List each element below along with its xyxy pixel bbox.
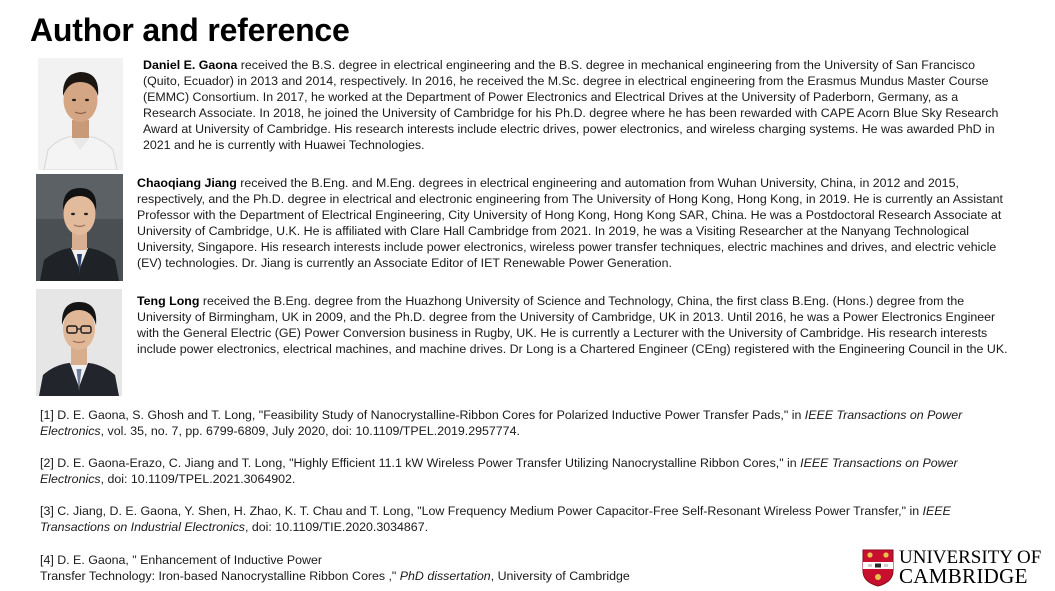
- reference-item: [4] D. E. Gaona, " Enhancement of Inductive Power Transfer Technology: Iron-based Nanocrystalline Ribbon Cores ," PhD dissertation, University of Cambridge: [40, 553, 630, 583]
- author-name: Daniel E. Gaona: [143, 58, 238, 72]
- reference-item: [2] D. E. Gaona-Erazo, C. Jiang and T. Long, "Highly Efficient 11.1 kW Wireless Power Transfer Utilizing Nanocrystalline Ribbon Cores," in IEEE Transactions on Power Electronics, doi: 10.1109/TPEL.2021.3064902.: [40, 456, 958, 486]
- reference-journal: IEEE Transactions on Industrial Electronics: [40, 504, 951, 534]
- author-bio-long: [137, 293, 1017, 357]
- reference-journal: PhD dissertation: [399, 569, 491, 583]
- author-name: Chaoqiang Jiang: [137, 176, 237, 190]
- author-bio-text: received the B.Eng. and M.Eng. degrees in electrical engineering and automation from Wuhan University, China, in 2012 and 2015, respectively, and the Ph.D. degree in electrical and electronic engineering from The University of Hong Kong, Hong Kong, in 2019. He is currently an Assistant Professor with the Department of Electrical Engineering, City University of Hong Kong, Hong Kong SAR, China. He was a Postdoctoral Research Associate at University of Cambridge, U.K. He is affiliated with Clare Hall Cambridge from 2021. In 2019, he was a Visiting Researcher at the Nanyang Technological University, Singapore. His research interests include power electronics, wireless power transfer techniques, electric machines and drives, and electric vehicle (EV) technologies. Dr. Jiang is currently an Associate Editor of IET Renewable Power Generation.: [137, 176, 1003, 270]
- reference-item: [3] C. Jiang, D. E. Gaona, Y. Shen, H. Zhao, K. T. Chau and T. Long, "Low Frequency Medium Power Capacitor-Free Self-Resonant Wireless Power Transfer," in IEEE Transactions on Industrial Electronics, doi: 10.1109/TIE.2020.3034867.: [40, 504, 951, 534]
- reference-journal: IEEE Transactions on Power Electronics: [40, 408, 963, 438]
- logo-line-cambridge: CAMBRIDGE: [899, 564, 1028, 588]
- author-bio-jiang: [137, 175, 1023, 271]
- reference-journal: IEEE Transactions on Power Electronics: [40, 456, 958, 486]
- reference-item: [1] D. E. Gaona, S. Ghosh and T. Long, "Feasibility Study of Nanocrystalline-Ribbon Cores for Polarized Inductive Power Transfer Pads," in IEEE Transactions on Power Electronics, vol. 35, no. 7, pp. 6799-6809, July 2020, doi: 10.1109/TPEL.2019.2957774.: [40, 408, 963, 438]
- author-bio-text: received the B.S. degree in electrical engineering and the B.S. degree in mechanical engineering from the University of San Francisco (Quito, Ecuador) in 2013 and 2014, respectively. In 2016, he received the M.Sc. degree in electrical engineering from the Erasmus Mundus Master Course (EMMC) Consortium. In 2017, he worked at the Department of Power Electronics and Electrical Drives at the University of Paderborn, Germany, as a Research Associate. In 2018, he joined the University of Cambridge for his Ph.D. degree where he has been rewarded with CAPE Acorn Blue Sky Research Award at University of Cambridge. His research interests include electric drives, power electronics, and wireless charging systems. He was awarded PhD in 2021 and he is currently with Huawei Technologies.: [143, 58, 999, 152]
- author-bio-gaona: [143, 57, 1013, 153]
- author-bio-text: received the B.Eng. degree from the Huazhong University of Science and Technology, China, the first class B.Eng. (Hons.) degree from the University of Birmingham, UK in 2009, and the Ph.D. degree from the University of Cambridge, UK in 2013. Until 2016, he was a Power Electronics Engineer with the General Electric (GE) Power Conversion business in Rugby, UK. He is currently a Lecturer with the University of Cambridge. His research interests include power electronics, electrical machines, and machine drives. Dr Long is a Chartered Engineer (CEng) registered with the Engineering Council in the UK.: [137, 294, 1008, 356]
- author-name: Teng Long: [137, 294, 200, 308]
- cambridge-crest-icon: [862, 549, 894, 587]
- page-title: Author and reference: [30, 12, 350, 48]
- author-photo-jiang: [36, 174, 123, 281]
- logo-line-university: UNIVERSITY OF: [899, 547, 1042, 568]
- author-photo-gaona: [38, 58, 123, 170]
- university-of-cambridge-logo: [862, 548, 1044, 588]
- author-photo-long: [36, 289, 122, 396]
